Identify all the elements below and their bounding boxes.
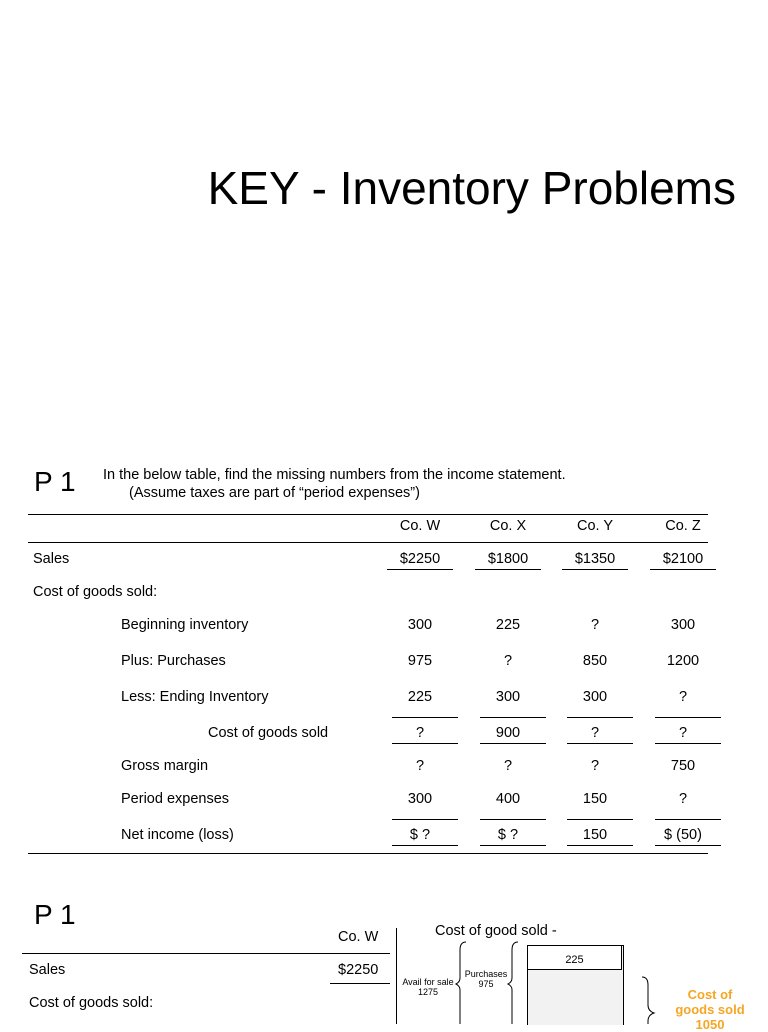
table-cell: ?	[678, 791, 688, 807]
row-label: Less: Ending Inventory	[121, 689, 269, 705]
row-label: Sales	[33, 551, 70, 567]
table-cell: 300	[407, 617, 433, 633]
underline	[480, 819, 546, 820]
table-header-rule	[28, 542, 708, 543]
brace-shapes	[450, 938, 530, 1024]
table-cell: ?	[678, 689, 688, 705]
table-cell: 150	[582, 791, 608, 807]
purchases-label: Purchases	[464, 969, 508, 979]
underline	[567, 743, 633, 744]
table-cell: 750	[670, 758, 696, 774]
table-cell: $ ?	[497, 827, 519, 843]
underline	[480, 845, 546, 846]
table-cell: 225	[407, 689, 433, 705]
underline	[567, 819, 633, 820]
table-cell: $2250	[338, 962, 379, 978]
underline	[387, 569, 453, 570]
problem-label: P 1	[34, 466, 76, 497]
underline	[330, 983, 390, 984]
column-divider	[396, 928, 397, 1024]
purchases-brace	[508, 942, 518, 1024]
avail-label: Avail for sale	[402, 977, 454, 987]
underline	[650, 569, 716, 570]
underline	[655, 819, 721, 820]
table-bottom-rule	[28, 853, 708, 854]
underline	[392, 743, 458, 744]
table-cell: 300	[495, 689, 521, 705]
underline	[655, 743, 721, 744]
table-cell: $2100	[662, 551, 704, 567]
table-cell: ?	[415, 725, 425, 741]
row-label: Cost of goods sold:	[29, 995, 154, 1011]
page-title: KEY - Inventory Problems	[207, 162, 736, 214]
cogs-label-line2: goods sold	[675, 1002, 745, 1017]
table-cell: $1800	[487, 551, 529, 567]
table-cell: 850	[582, 653, 608, 669]
table-cell: 975	[407, 653, 433, 669]
table-cell: 400	[495, 791, 521, 807]
table-cell: ?	[503, 653, 513, 669]
underline	[480, 743, 546, 744]
underline	[392, 845, 458, 846]
row-label: Sales	[29, 962, 66, 978]
column-header: Co. X	[489, 518, 527, 534]
table-cell: 150	[582, 827, 608, 843]
cogs-brace	[638, 975, 662, 1024]
row-label: Beginning inventory	[121, 617, 249, 633]
table-cell: $ ?	[409, 827, 431, 843]
underline	[475, 569, 541, 570]
underline	[392, 717, 458, 718]
avail-value: 1275	[417, 987, 439, 997]
row-label: Cost of goods sold:	[33, 584, 158, 600]
table-cell: $ (50)	[664, 827, 702, 843]
underline	[567, 717, 633, 718]
avail-brace	[456, 942, 466, 1024]
table-top-rule	[28, 514, 708, 515]
column-header: Co. Z	[665, 518, 701, 534]
row-label: Gross margin	[121, 758, 209, 774]
table-cell: 300	[407, 791, 433, 807]
instruction-note: (Assume taxes are part of “period expenses”)	[129, 485, 420, 501]
box-top-value: 225	[565, 954, 584, 966]
problem-label: P 1	[34, 899, 76, 930]
table-cell: 300	[670, 617, 696, 633]
underline	[562, 569, 628, 570]
column-header: Co. W	[338, 929, 379, 945]
underline	[567, 845, 633, 846]
table-cell: $1350	[574, 551, 616, 567]
table-cell: ?	[590, 758, 600, 774]
underline	[655, 717, 721, 718]
column-header: Co. Y	[576, 518, 613, 534]
row-label: Period expenses	[121, 791, 230, 807]
diagram-heading: Cost of good sold -	[435, 923, 557, 939]
table-cell: 300	[582, 689, 608, 705]
table-cell: 225	[495, 617, 521, 633]
underline	[655, 845, 721, 846]
table-cell: 1200	[666, 653, 700, 669]
table-cell: ?	[590, 725, 600, 741]
table-cell: ?	[678, 725, 688, 741]
underline	[392, 819, 458, 820]
row-label: Cost of goods sold	[208, 725, 329, 741]
table-cell: ?	[415, 758, 425, 774]
row-label: Plus: Purchases	[121, 653, 226, 669]
table-cell: $2250	[399, 551, 441, 567]
underline	[480, 717, 546, 718]
table-cell: 900	[495, 725, 521, 741]
purchases-value: 975	[478, 979, 494, 989]
instruction-text: In the below table, find the missing numbers from the income statement.	[103, 467, 566, 483]
cogs-brace-path	[642, 977, 654, 1024]
cogs-label-line1: Cost of	[687, 987, 733, 1002]
table-cell: ?	[590, 617, 600, 633]
column-header: Co. W	[399, 518, 441, 534]
row-label: Net income (loss)	[121, 827, 234, 843]
table-cell: ?	[503, 758, 513, 774]
cogs-value: 1050	[695, 1017, 725, 1032]
header-rule	[22, 953, 390, 954]
